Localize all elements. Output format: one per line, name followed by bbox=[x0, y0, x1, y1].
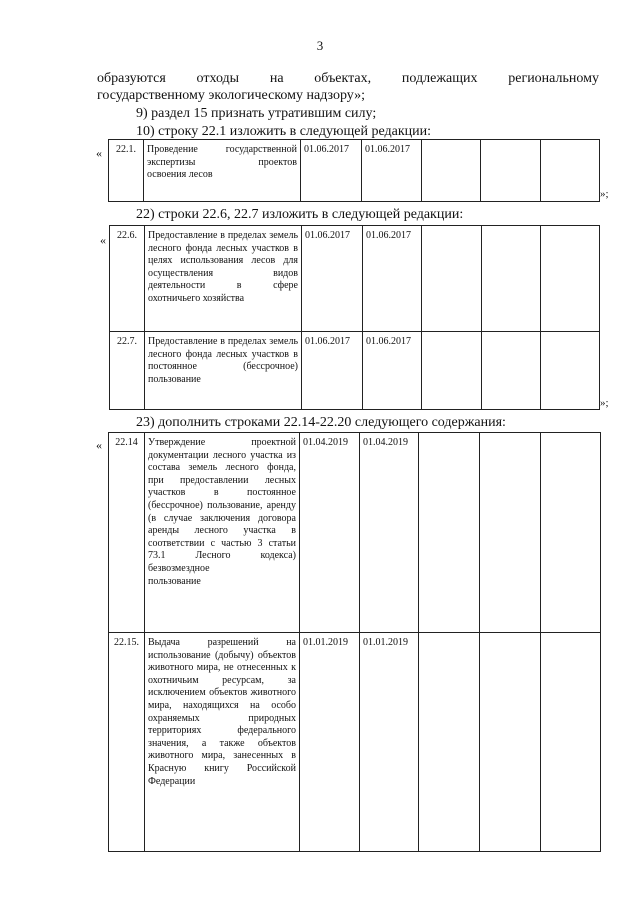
empty-cell bbox=[422, 332, 482, 410]
empty-cell bbox=[541, 633, 601, 852]
empty-cell bbox=[422, 140, 481, 202]
intro-line-2: государственному экологическому надзору»; bbox=[97, 88, 366, 103]
row-date-2: 01.06.2017 bbox=[363, 226, 422, 332]
row-date-1: 01.06.2017 bbox=[302, 332, 363, 410]
intro-word: объектах, bbox=[314, 71, 372, 86]
row-date-1: 01.01.2019 bbox=[300, 633, 360, 852]
intro-line-1 bbox=[97, 70, 599, 87]
row-date-2: 01.06.2017 bbox=[362, 140, 422, 202]
table-row bbox=[110, 226, 600, 332]
row-description bbox=[145, 433, 300, 633]
table-row bbox=[110, 332, 600, 410]
row-description bbox=[145, 226, 302, 332]
table-row bbox=[109, 433, 601, 633]
row-date-1: 01.06.2017 bbox=[302, 226, 363, 332]
quote-open-2: « bbox=[100, 233, 106, 247]
row-description-text: Выдача разрешений на использование (добычу) объектов животного мира, не отнесенных к охотничьим ресурсам, за исключением объектов животного мира, находящихся на особо охраняемых природных территориях федерального значения, а также объектов животного мира, занесенных в Красную книгу Российской bbox=[148, 637, 296, 774]
row-number: 22.14 bbox=[109, 433, 145, 633]
table-row bbox=[109, 140, 600, 202]
row-description bbox=[144, 140, 301, 202]
empty-cell bbox=[480, 433, 541, 633]
row-date-1: 01.04.2019 bbox=[300, 433, 360, 633]
row-date-2: 01.06.2017 bbox=[363, 332, 422, 410]
item-22: 22) строки 22.6, 22.7 изложить в следующей редакции: bbox=[136, 207, 464, 222]
quote-open-1: « bbox=[96, 146, 102, 160]
row-number: 22.1. bbox=[109, 140, 144, 202]
empty-cell bbox=[480, 633, 541, 852]
row-number: 22.6. bbox=[110, 226, 145, 332]
empty-cell bbox=[419, 633, 480, 852]
page-number: 3 bbox=[316, 38, 324, 53]
quote-close-1: »; bbox=[600, 188, 609, 200]
intro-word: подлежащих bbox=[401, 71, 478, 86]
empty-cell bbox=[422, 226, 482, 332]
row-description-text: Проведение государственной экспертизы проектов bbox=[147, 144, 297, 168]
row-date-1: 01.06.2017 bbox=[301, 140, 362, 202]
empty-cell bbox=[482, 332, 541, 410]
row-description-last: Федерации bbox=[148, 775, 196, 787]
row-description-last: пользование bbox=[148, 373, 201, 385]
empty-cell bbox=[541, 332, 600, 410]
empty-cell bbox=[541, 433, 601, 633]
item-9: 9) раздел 15 признать утратившим силу; bbox=[136, 106, 377, 121]
row-description-text: Утверждение проектной документации лесного участка из состава земель лесного фонда, при предоставлении лесных участков в постоянное (бессрочное) пользование, аренду (в случае заключения договора аренды лесного участка в соответствии с частью 3 статьи 73.1 Лесного кодекса) безвозмездное bbox=[148, 437, 296, 574]
item-23: 23) дополнить строками 22.14-22.20 следующего содержания: bbox=[136, 415, 506, 430]
row-description bbox=[145, 633, 300, 852]
intro-word: образуются bbox=[97, 71, 166, 86]
row-description-last: освоения лесов bbox=[147, 169, 213, 181]
empty-cell bbox=[419, 433, 480, 633]
table-row bbox=[109, 633, 601, 852]
table-rows-22-6-22-7 bbox=[109, 225, 600, 410]
row-description-last: пользование bbox=[148, 575, 201, 587]
row-number: 22.7. bbox=[110, 332, 145, 410]
intro-paragraph bbox=[97, 70, 599, 104]
table-rows-22-14-22-15 bbox=[108, 432, 601, 852]
row-description-text: Предоставление в пределах земель лесного фонда лесных участков в постоянное (бессрочное) bbox=[148, 336, 298, 373]
empty-cell bbox=[541, 140, 600, 202]
empty-cell bbox=[482, 226, 541, 332]
quote-close-2: »; bbox=[600, 397, 609, 409]
row-description-last: охотничьего хозяйства bbox=[148, 292, 245, 304]
empty-cell bbox=[541, 226, 600, 332]
row-date-2: 01.01.2019 bbox=[360, 633, 419, 852]
row-description-text: Предоставление в пределах земель лесного фонда лесных участков в целях использования лесов для осуществления видов деятельности в сфере bbox=[148, 230, 298, 292]
row-number: 22.15. bbox=[109, 633, 145, 852]
intro-word: региональному bbox=[508, 71, 599, 86]
intro-word: отходы bbox=[196, 71, 240, 86]
item-10: 10) строку 22.1 изложить в следующей редакции: bbox=[136, 124, 432, 139]
intro-word: на bbox=[269, 71, 284, 86]
empty-cell bbox=[481, 140, 541, 202]
table-row-22-1 bbox=[108, 139, 600, 202]
row-description bbox=[145, 332, 302, 410]
quote-open-3: « bbox=[96, 438, 102, 452]
row-date-2: 01.04.2019 bbox=[360, 433, 419, 633]
